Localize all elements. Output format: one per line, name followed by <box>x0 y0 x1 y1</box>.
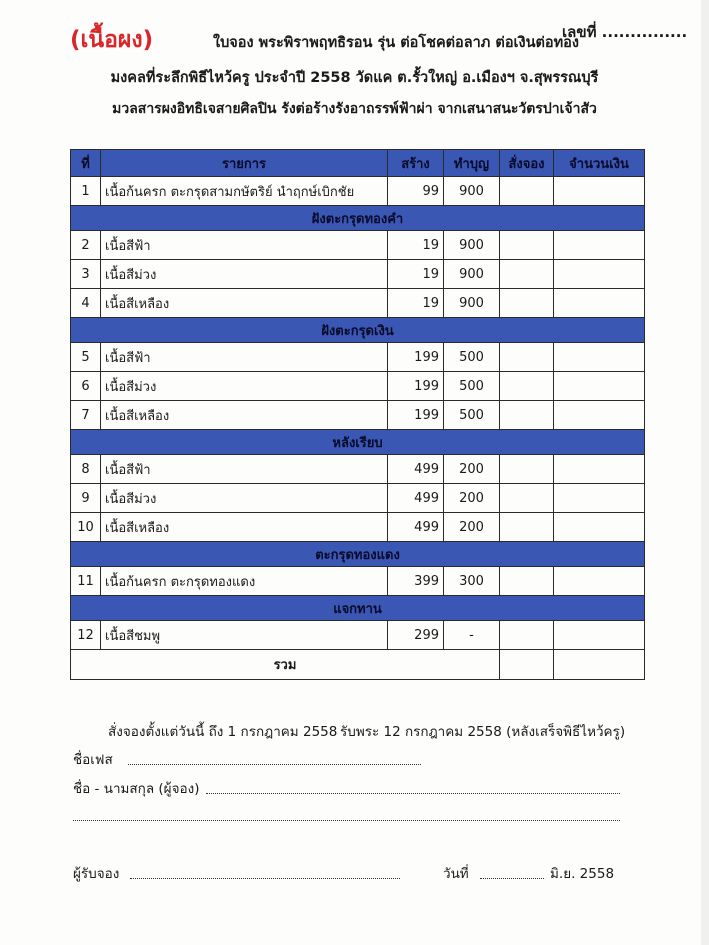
row-amount-input[interactable] <box>554 484 645 513</box>
row-made: 499 <box>388 455 444 484</box>
col-item: รายการ <box>101 150 388 177</box>
table-row <box>71 455 645 484</box>
row-amount-input[interactable] <box>554 372 645 401</box>
name-label: ชื่อ - นามสกุล (ผู้จอง) <box>73 781 200 797</box>
row-order-input[interactable] <box>500 513 554 542</box>
row-item: เนื้อสีเหลือง <box>101 401 388 430</box>
table-row <box>71 231 645 260</box>
total-label: รวม <box>71 650 500 680</box>
row-made: 499 <box>388 484 444 513</box>
subtitle-ceremony: มงคลที่ระลึกพิธีไหว้ครู ประจำปี 2558 วัดแค ต.รั้วใหญ่ อ.เมืองฯ จ.สุพรรณบุรี <box>110 70 599 86</box>
row-amount-input[interactable] <box>554 513 645 542</box>
row-no: 5 <box>71 343 101 372</box>
row-no: 6 <box>71 372 101 401</box>
row-no: 2 <box>71 231 101 260</box>
row-made: 399 <box>388 567 444 596</box>
row-made: 19 <box>388 231 444 260</box>
section-label: ฝังตะกรุดทองคำ <box>71 206 645 231</box>
row-order-input[interactable] <box>500 343 554 372</box>
section-label: ฝังตะกรุดเงิน <box>71 318 645 343</box>
subtitle-materials: มวลสารผงอิทธิเจสายศิลปิน รังต่อร้างรังอาถรรพ์ฟ้าผ่า จากเสนาสนะวัตรปาเจ้าสัว <box>112 101 597 117</box>
row-amount-input[interactable] <box>554 455 645 484</box>
row-order-input[interactable] <box>500 372 554 401</box>
col-made: สร้าง <box>388 150 444 177</box>
receiver-field[interactable] <box>130 866 400 879</box>
name-field[interactable] <box>206 781 620 794</box>
row-amount-input[interactable] <box>554 260 645 289</box>
table-row <box>71 289 645 318</box>
row-item: เนื้อสีชมพู <box>101 621 388 650</box>
row-item: เนื้อสีม่วง <box>101 484 388 513</box>
table-row <box>71 484 645 513</box>
order-table <box>70 149 645 680</box>
row-item: เนื้อสีฟ้า <box>101 231 388 260</box>
row-price: 200 <box>444 513 500 542</box>
table-row <box>71 177 645 206</box>
total-row <box>71 650 645 680</box>
row-made: 19 <box>388 289 444 318</box>
row-amount-input[interactable] <box>554 621 645 650</box>
row-no: 10 <box>71 513 101 542</box>
row-made: 499 <box>388 513 444 542</box>
row-price: 500 <box>444 343 500 372</box>
row-no: 3 <box>71 260 101 289</box>
order-period: สั่งจองตั้งแต่วันนี้ ถึง 1 กรกฎาคม 2558 <box>108 724 338 740</box>
row-amount-input[interactable] <box>554 343 645 372</box>
row-no: 8 <box>71 455 101 484</box>
form-title: ใบจอง พระพิราพฤทธิรอน รุ่น ต่อโชคต่อลาภ ต่อเงินต่อทอง <box>213 35 579 51</box>
form-type-label: (เนื้อผง) <box>70 27 154 53</box>
receiver-label: ผู้รับจอง <box>73 866 120 882</box>
date-label: วันที่ <box>443 866 469 882</box>
row-item: เนื้อสีฟ้า <box>101 343 388 372</box>
col-order: สั่งจอง <box>500 150 554 177</box>
facebook-label: ชื่อเฟส <box>73 752 113 768</box>
row-price: 900 <box>444 177 500 206</box>
row-item: เนื้อสีม่วง <box>101 372 388 401</box>
table-row <box>71 567 645 596</box>
table-header-row <box>71 150 645 177</box>
row-price: 900 <box>444 289 500 318</box>
row-no: 12 <box>71 621 101 650</box>
section-label: แจกทาน <box>71 596 645 621</box>
row-price: 300 <box>444 567 500 596</box>
row-item: เนื้อก้นครก ตะกรุดทองแดง <box>101 567 388 596</box>
row-no: 11 <box>71 567 101 596</box>
row-price: - <box>444 621 500 650</box>
row-order-input[interactable] <box>500 401 554 430</box>
row-made: 299 <box>388 621 444 650</box>
row-no: 4 <box>71 289 101 318</box>
row-order-input[interactable] <box>500 260 554 289</box>
table-row <box>71 401 645 430</box>
row-made: 199 <box>388 372 444 401</box>
row-order-input[interactable] <box>500 177 554 206</box>
receive-date: รับพระ 12 กรกฎาคม 2558 (หลังเสร็จพิธีไหว้ครู) <box>340 724 626 740</box>
section-label: ตะกรุดทองแดง <box>71 542 645 567</box>
section-label: หลังเรียบ <box>71 430 645 455</box>
row-amount-input[interactable] <box>554 231 645 260</box>
section-row <box>71 542 645 567</box>
page-edge <box>701 0 709 945</box>
table-row <box>71 260 645 289</box>
row-made: 99 <box>388 177 444 206</box>
section-row <box>71 596 645 621</box>
name-field-continued[interactable] <box>73 808 620 821</box>
row-no: 7 <box>71 401 101 430</box>
col-amount: จำนวนเงิน <box>554 150 645 177</box>
row-amount-input[interactable] <box>554 289 645 318</box>
header-line-1 <box>0 18 709 58</box>
date-month-year: มิ.ย. 2558 <box>550 866 615 882</box>
row-no: 9 <box>71 484 101 513</box>
row-price: 900 <box>444 260 500 289</box>
row-price: 200 <box>444 455 500 484</box>
section-row <box>71 318 645 343</box>
date-field[interactable] <box>480 866 544 879</box>
row-price: 200 <box>444 484 500 513</box>
row-item: เนื้อสีฟ้า <box>101 455 388 484</box>
total-order-input[interactable] <box>500 650 554 680</box>
row-made: 199 <box>388 401 444 430</box>
table-row <box>71 621 645 650</box>
row-order-input[interactable] <box>500 621 554 650</box>
section-row <box>71 206 645 231</box>
table-row <box>71 513 645 542</box>
table-row <box>71 343 645 372</box>
row-price: 900 <box>444 231 500 260</box>
total-amount-input[interactable] <box>554 650 645 680</box>
row-item: เนื้อสีเหลือง <box>101 289 388 318</box>
row-price: 500 <box>444 401 500 430</box>
col-price: ทำบุญ <box>444 150 500 177</box>
row-order-input[interactable] <box>500 289 554 318</box>
row-price: 500 <box>444 372 500 401</box>
form-number-field[interactable]: เลขที่ ............... <box>562 23 688 41</box>
table-row <box>71 372 645 401</box>
row-amount-input[interactable] <box>554 401 645 430</box>
section-row <box>71 430 645 455</box>
row-made: 199 <box>388 343 444 372</box>
row-item: เนื้อก้นครก ตะกรุดสามกษัตริย์ นำฤกษ์เบิกชัย <box>101 177 388 206</box>
row-order-input[interactable] <box>500 484 554 513</box>
col-no: ที่ <box>71 150 101 177</box>
row-made: 19 <box>388 260 444 289</box>
row-order-input[interactable] <box>500 231 554 260</box>
row-item: เนื้อสีเหลือง <box>101 513 388 542</box>
row-amount-input[interactable] <box>554 177 645 206</box>
row-no: 1 <box>71 177 101 206</box>
row-item: เนื้อสีม่วง <box>101 260 388 289</box>
row-order-input[interactable] <box>500 455 554 484</box>
row-order-input[interactable] <box>500 567 554 596</box>
row-amount-input[interactable] <box>554 567 645 596</box>
facebook-field[interactable] <box>128 752 421 765</box>
